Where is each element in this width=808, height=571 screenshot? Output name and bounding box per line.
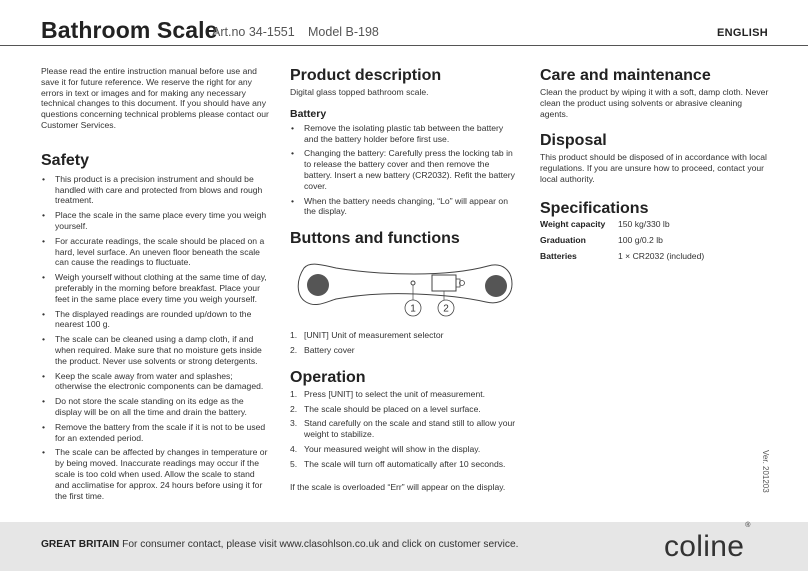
battery-list xyxy=(290,123,518,217)
list-item: • Keep the scale away from water and splashes; otherwise the electronic components can be damaged. xyxy=(41,371,269,393)
version-label: Ver. 201203 xyxy=(761,450,770,493)
list-item: 3. Stand carefully on the scale and stand still to allow your weight to stabilize. xyxy=(290,418,516,440)
list-item: • For accurate readings, the scale should be placed on a hard, level surface. An uneven floor beneath the scale can cause the readings to fluctuate. xyxy=(41,236,269,268)
list-item: 2. The scale should be placed on a level surface. xyxy=(290,403,481,414)
list-item: • This product is a precision instrument and should be handled with care and protected from blows and rough treatment. xyxy=(41,174,269,206)
operation-list xyxy=(290,389,518,470)
intro-text: Please read the entire instruction manual before use and save it for future reference. We reserve the right for any errors in text or images and for making any necessary technical changes to this document. If you should have any questions concerning technical problems please contact our Customer Services. xyxy=(41,66,269,130)
list-item: • Remove the battery from the scale if it is not to be used for an extended period. xyxy=(41,422,269,444)
disposal-text: This product should be disposed of in accordance with local regulations. If you are unsure how to proceed, contact your local authority. xyxy=(540,152,767,184)
page-footer xyxy=(0,522,808,571)
list-item: 2. Battery cover xyxy=(290,344,355,355)
product-text: Digital glass topped bathroom scale. xyxy=(290,87,429,97)
column-middle xyxy=(290,66,518,492)
foot-pad-left-icon xyxy=(307,274,329,296)
footer-contact-text: For consumer contact, please visit www.clasohlson.co.uk and click on customer service. xyxy=(122,539,519,550)
footer-country: GREAT BRITAIN xyxy=(41,539,120,550)
model-number: Model B-198 xyxy=(308,25,379,39)
buttons-heading: Buttons and functions xyxy=(290,230,460,248)
unit-button-icon xyxy=(411,281,415,285)
list-item: • Remove the isolating plastic tab between the battery and the battery holder before first use. xyxy=(290,123,518,145)
list-item: • When the battery needs changing, “Lo” will appear on the display. xyxy=(290,196,518,218)
footer-contact xyxy=(41,539,518,550)
list-item: • Changing the battery: Carefully press the locking tab in to release the battery cover and then remove the battery. Insert a new battery (CR2032). Refit the battery cover. xyxy=(290,148,518,191)
coline-logo: coline® xyxy=(664,522,751,563)
list-item: • The scale can be cleaned using a damp cloth, if and when required. Make sure that no moisture gets inside the product. Never use solvents or strong detergents. xyxy=(41,334,269,366)
list-item: 5. The scale will turn off automatically after 10 seconds. xyxy=(290,458,506,469)
header-divider xyxy=(0,45,808,46)
buttons-list xyxy=(290,330,518,356)
spec-row: Graduation 100 g/0.2 lb xyxy=(540,234,663,245)
list-item: • Do not store the scale standing on its edge as the display will be on all the time and drain the battery. xyxy=(41,396,269,418)
callout-2-label: 2 xyxy=(443,303,449,315)
scale-outline-icon xyxy=(290,256,518,322)
list-item: • Weigh yourself without clothing at the same time of day, preferably in the morning before breakfast. Place your feet in the same place every time you weigh yourself. xyxy=(41,272,269,304)
disposal-heading: Disposal xyxy=(540,132,607,150)
list-item: 4. Your measured weight will show in the display. xyxy=(290,443,481,454)
callout-1-label: 1 xyxy=(410,303,416,315)
list-item: 1. [UNIT] Unit of measurement selector xyxy=(290,330,444,341)
overload-note: If the scale is overloaded “Err” will appear on the display. xyxy=(290,481,506,492)
battery-heading: Battery xyxy=(290,107,327,120)
care-text: Clean the product by wiping it with a soft, damp cloth. Never clean the product using solvents or abrasive cleaning agents. xyxy=(540,87,769,119)
article-number: Art.no 34-1551 xyxy=(212,25,295,39)
list-item: • The scale can be affected by changes in temperature or by being moved. Inaccurate readings may occur if the scale is too cold when used. Allow the scale to stand and acclimatise for approx. 24 hours before using it for the first time. xyxy=(41,447,269,501)
safety-list xyxy=(41,174,269,502)
care-heading: Care and maintenance xyxy=(540,67,711,84)
safety-heading: Safety xyxy=(41,151,90,169)
spec-row: Weight capacity 150 kg/330 lb xyxy=(540,218,670,229)
language-label: ENGLISH xyxy=(717,27,768,39)
operation-heading: Operation xyxy=(290,368,366,386)
list-item: • The displayed readings are rounded up/down to the nearest 100 g. xyxy=(41,309,269,331)
list-item: 1. Press [UNIT] to select the unit of measurement. xyxy=(290,388,486,399)
specs-table xyxy=(540,219,772,262)
foot-pad-right-icon xyxy=(485,275,507,297)
product-heading: Product description xyxy=(290,67,442,84)
page-header xyxy=(0,0,808,46)
column-right xyxy=(540,66,772,267)
list-item: • Place the scale in the same place every time you weigh yourself. xyxy=(41,210,269,232)
specs-heading: Specifications xyxy=(540,199,649,217)
scale-diagram xyxy=(290,256,518,322)
column-left xyxy=(41,66,269,505)
page-title: Bathroom Scale xyxy=(41,17,218,43)
spec-row: Batteries 1 × CR2032 (included) xyxy=(540,250,705,261)
battery-cover-icon xyxy=(432,275,456,291)
registered-mark: ® xyxy=(745,522,751,529)
